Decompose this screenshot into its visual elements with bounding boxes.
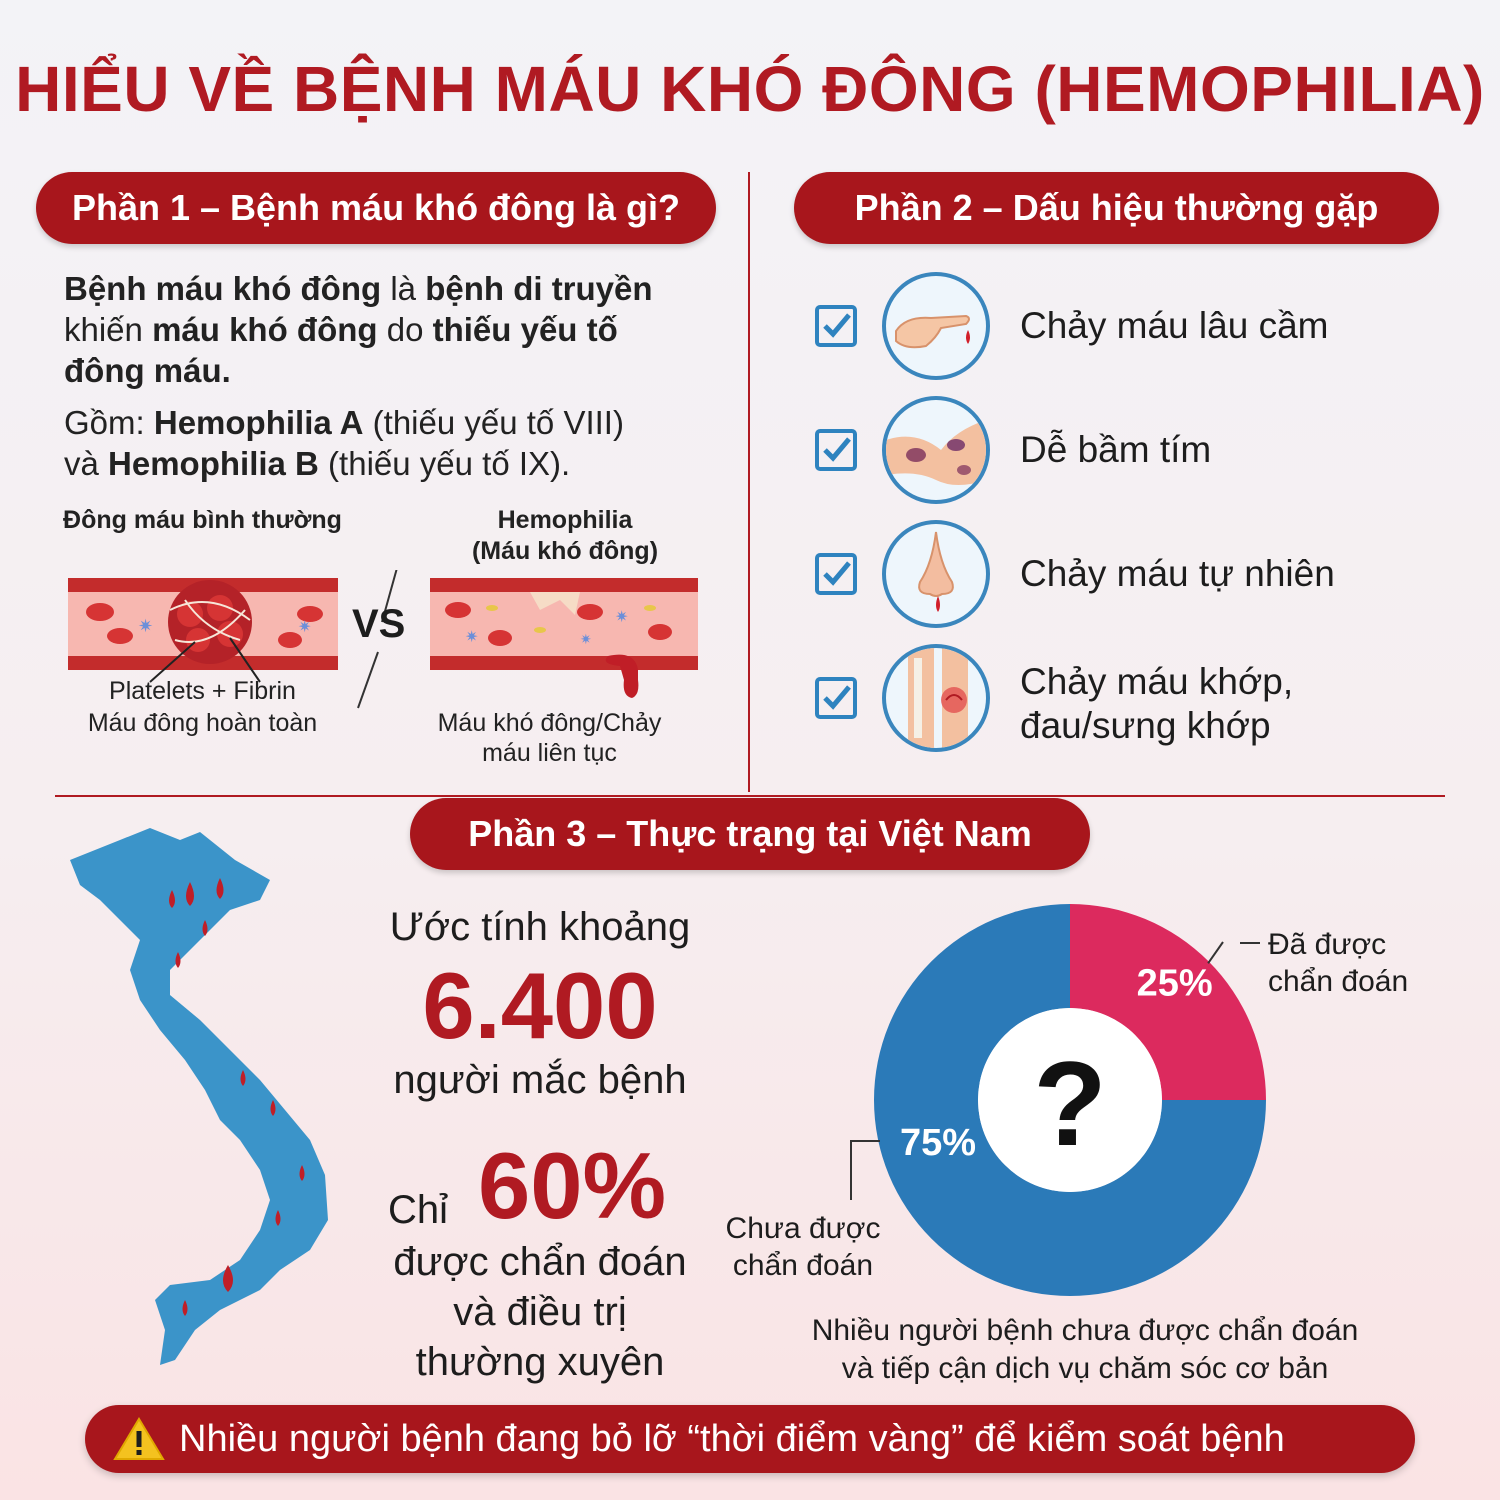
horizontal-divider [55, 795, 1445, 797]
checkbox-icon [815, 305, 857, 347]
types-text: và [64, 445, 109, 482]
bruise-icon [882, 396, 990, 504]
types-text: (thiếu yếu tố IX). [318, 445, 571, 482]
def-term: Bệnh máu khó đông [64, 270, 382, 307]
undiagnosed-label-2: chẩn đoán [732, 1249, 874, 1282]
vertical-divider [748, 172, 750, 792]
checkbox-icon [815, 553, 857, 595]
diagnosis-donut-chart [870, 900, 1280, 1300]
types-text: Gồm: [64, 404, 154, 441]
svg-text:✷: ✷ [615, 607, 629, 626]
part3-heading: Phần 3 – Thực trạng tại Việt Nam [410, 798, 1090, 870]
question-mark-icon: ? [1033, 1037, 1107, 1171]
donut-value-label-0: 25% [1136, 962, 1213, 1005]
undiagnosed-leader-line [850, 1140, 880, 1142]
def-text: đông máu. [64, 352, 231, 389]
sign-label-2: đau/sưng khớp [1020, 705, 1271, 746]
hemophilia-title-1: Hemophilia [497, 506, 633, 534]
nosebleed-icon [882, 520, 990, 628]
percent-line-3: thường xuyên [415, 1340, 665, 1384]
finger-bleeding-icon [882, 272, 990, 380]
def-text: khiến [64, 311, 153, 348]
checkbox-icon [815, 677, 857, 719]
estimate-value: 6.400 [422, 953, 658, 1058]
diagnosed-leader-line [1240, 942, 1260, 944]
def-slow-clot: máu khó đông [152, 311, 378, 348]
def-genetic: bệnh di truyền [425, 270, 653, 307]
percent-line-2: và điều trị [453, 1290, 627, 1334]
diagnosed-label-2: chẩn đoán [1268, 965, 1409, 998]
hemophilia-caption-1: Máu khó đông/Chảy [437, 709, 662, 737]
chart-note-1: Nhiều người bệnh chưa được chẩn đoán [811, 1314, 1359, 1347]
checkbox-icon [815, 429, 857, 471]
vs-slash-bottom [358, 652, 378, 708]
warning-text: Nhiều người bệnh đang bỏ lỡ “thời điểm vàng” để kiểm soát bệnh [179, 1417, 1285, 1460]
estimate-suffix: người mắc bệnh [393, 1058, 687, 1102]
hemophilia-b: Hemophilia B [108, 445, 319, 482]
percent-value: 60% [478, 1133, 667, 1238]
svg-text:✷: ✷ [298, 617, 312, 636]
svg-text:✷: ✷ [465, 627, 479, 646]
part1-definition [64, 268, 724, 391]
sign-label: Dễ bầm tím [1020, 429, 1212, 470]
svg-text:✷: ✷ [138, 616, 154, 637]
sign-label: Chảy máu khớp, [1020, 661, 1294, 702]
part1-types [64, 402, 724, 484]
sign-label: Chảy máu lâu cầm [1020, 305, 1329, 346]
svg-text:✷: ✷ [580, 632, 592, 648]
part2-heading: Phần 2 – Dấu hiệu thường gặp [794, 172, 1439, 244]
hemophilia-title-2: (Máu khó đông) [471, 537, 659, 565]
def-lack-factor: thiếu yếu tố [432, 311, 618, 348]
page-title: HIỂU VỀ BỆNH MÁU KHÓ ĐÔNG (HEMOPHILIA) [15, 53, 1485, 125]
normal-clot-title: Đông máu bình thường [63, 506, 342, 534]
normal-caption-2: Máu đông hoàn toàn [87, 709, 318, 737]
def-text: do [377, 311, 433, 348]
part1-heading: Phần 1 – Bệnh máu khó đông là gì? [36, 172, 716, 244]
only-label: Chỉ [388, 1188, 449, 1232]
hemophilia-caption-2: máu liên tục [482, 739, 617, 767]
joint-icon [882, 644, 990, 752]
def-text: là [381, 270, 426, 307]
warning-icon [113, 1416, 165, 1462]
donut-value-label-1: 75% [899, 1122, 977, 1164]
vs-label: VS [352, 602, 406, 646]
undiagnosed-label-1: Chưa được [725, 1212, 881, 1245]
hemophilia-vessel-icon [430, 578, 698, 698]
diagnosed-label-1: Đã được [1268, 928, 1387, 961]
percent-line-1: được chẩn đoán [393, 1240, 687, 1284]
hemophilia-a: Hemophilia A [153, 404, 364, 441]
warning-banner [85, 1405, 1415, 1473]
chart-note-2: và tiếp cận dịch vụ chăm sóc cơ bản [841, 1352, 1329, 1385]
normal-caption-1: Platelets + Fibrin [109, 677, 296, 705]
sign-label: Chảy máu tự nhiên [1020, 553, 1335, 594]
normal-vessel-icon [68, 578, 338, 682]
undiagnosed-leader-line [850, 1140, 852, 1200]
vietnam-map-icon [60, 820, 360, 1380]
estimate-prefix: Ước tính khoảng [389, 905, 691, 949]
types-text: (thiếu yếu tố VIII) [363, 404, 624, 441]
